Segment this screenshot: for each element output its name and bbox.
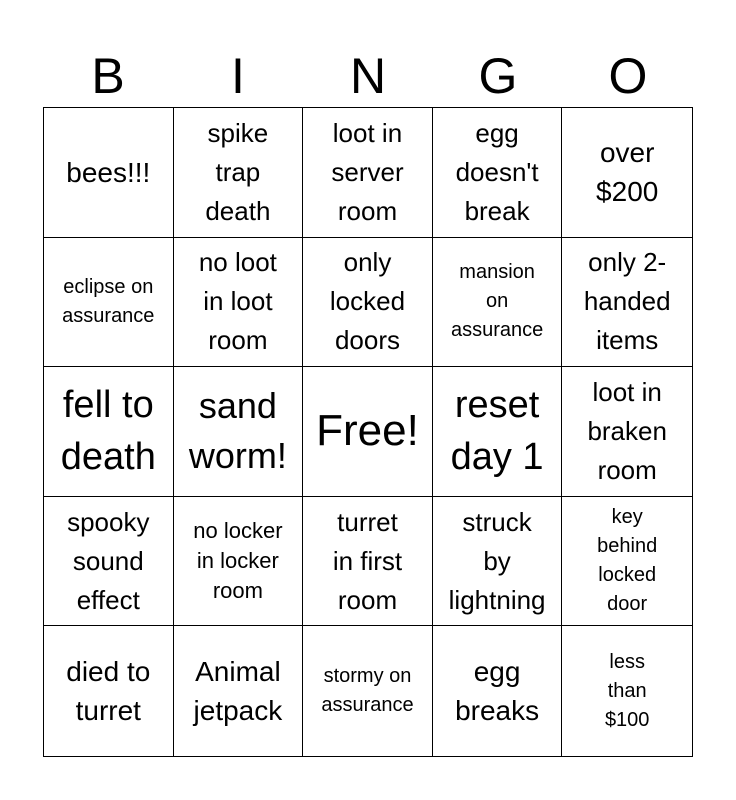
- bingo-cell[interactable]: eclipse on assurance: [44, 238, 174, 368]
- bingo-cell[interactable]: no locker in locker room: [174, 497, 304, 627]
- bingo-cell[interactable]: struck by lightning: [433, 497, 563, 627]
- bingo-cell[interactable]: died to turret: [44, 626, 174, 756]
- bingo-cell[interactable]: fell to death: [44, 367, 174, 497]
- bingo-cell[interactable]: stormy on assurance: [303, 626, 433, 756]
- bingo-grid: [43, 107, 693, 757]
- header-letter-g: G: [478, 48, 518, 104]
- bingo-cell[interactable]: egg doesn't break: [433, 108, 563, 238]
- bingo-cell[interactable]: reset day 1: [433, 367, 563, 497]
- bingo-cell[interactable]: bees!!!: [44, 108, 174, 238]
- header-letter-n: N: [349, 48, 387, 104]
- bingo-cell[interactable]: less than $100: [604, 650, 650, 731]
- bingo-cell[interactable]: over $200: [562, 108, 692, 238]
- bingo-cell[interactable]: spike trap death: [174, 108, 304, 238]
- bingo-cell[interactable]: loot in server room: [303, 108, 433, 238]
- bingo-cell[interactable]: mansion on assurance: [433, 238, 563, 368]
- bingo-cell[interactable]: spooky sound effect: [44, 497, 174, 627]
- free-space[interactable]: Free!: [303, 367, 433, 497]
- bingo-cell[interactable]: turret in first room: [303, 497, 433, 627]
- bingo-cell[interactable]: loot in braken room: [562, 367, 692, 497]
- bingo-cell[interactable]: egg breaks: [433, 626, 563, 756]
- header-letter-i: I: [231, 48, 245, 104]
- bingo-cell[interactable]: key behind locked door: [562, 497, 692, 627]
- bingo-cell[interactable]: Animal jetpack: [174, 626, 304, 756]
- header-letter-o: O: [608, 48, 648, 104]
- header-letter-b: B: [91, 48, 125, 104]
- bingo-cell[interactable]: no loot in loot room: [174, 238, 304, 368]
- bingo-cell[interactable]: sand worm!: [174, 367, 304, 497]
- bingo-cell[interactable]: only 2- handed items: [562, 238, 692, 368]
- bingo-cell[interactable]: only locked doors: [303, 238, 433, 368]
- bingo-header: [43, 44, 693, 108]
